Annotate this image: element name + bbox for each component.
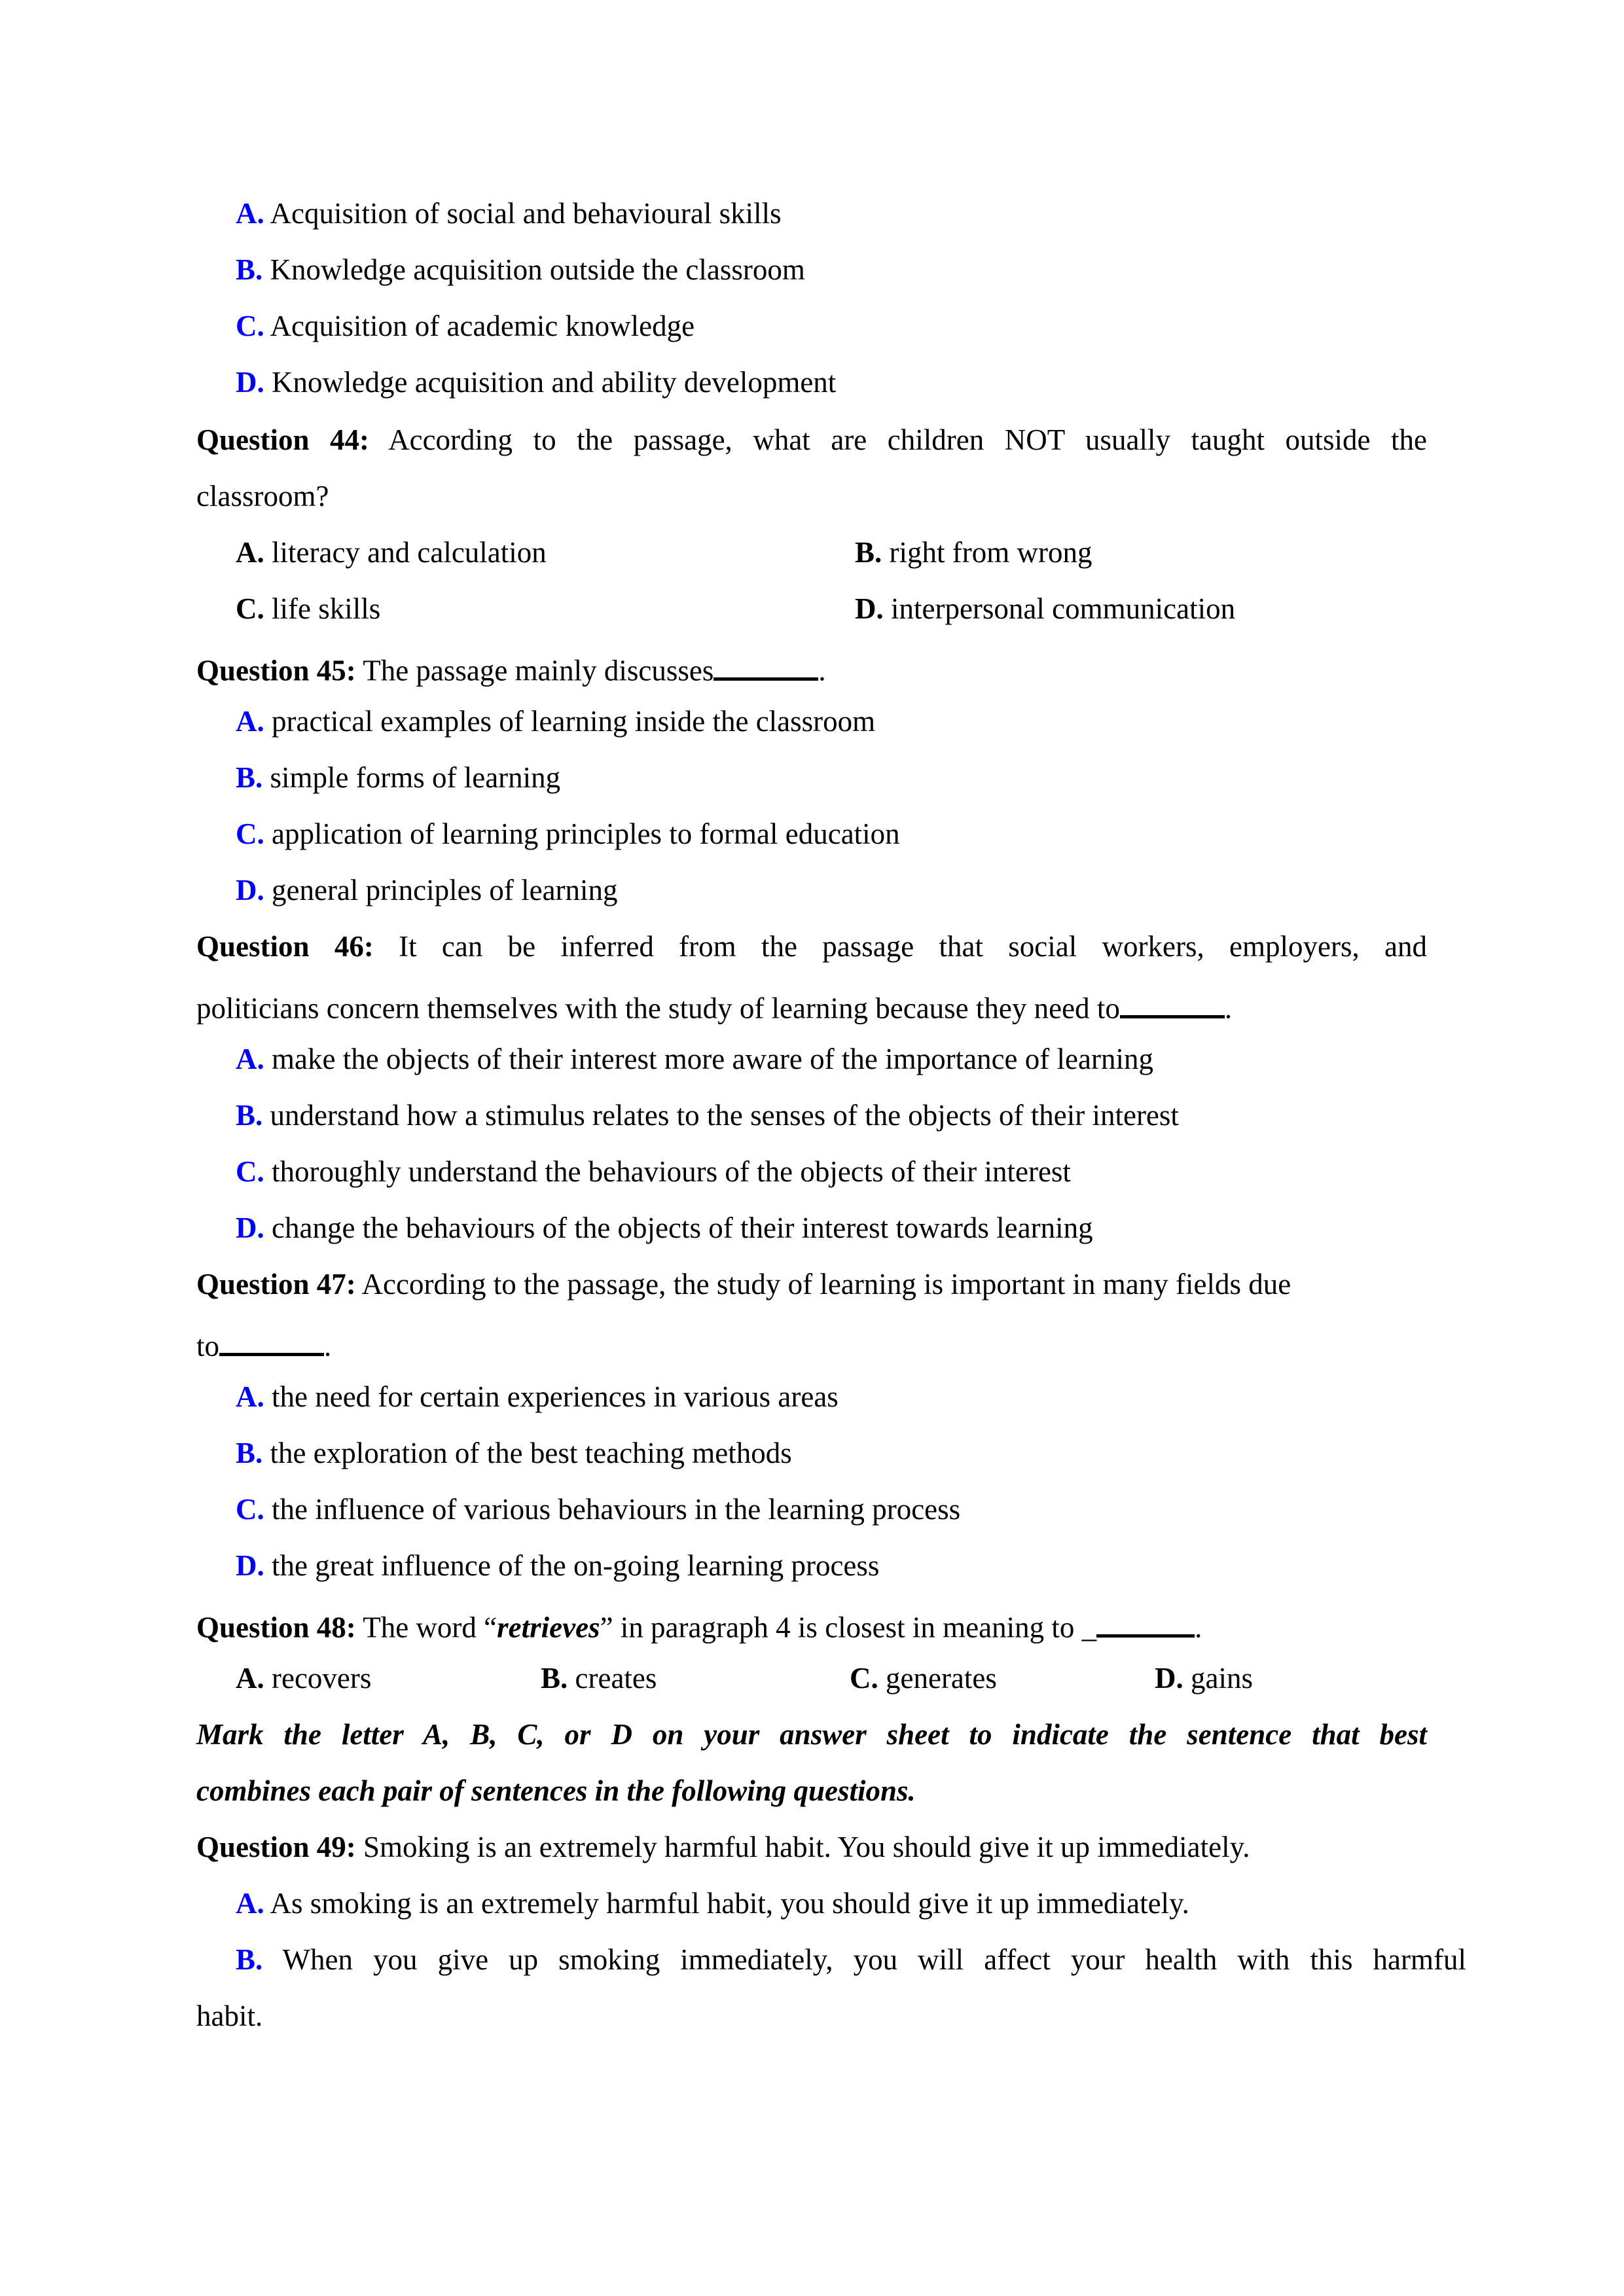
option-letter: A. <box>236 705 264 738</box>
option-text: thoroughly understand the behaviours of the objects of their interest <box>272 1155 1071 1188</box>
question-text: to <box>196 1329 220 1363</box>
question-text: It can be inferred from the passage that social workers, employers, and <box>399 930 1428 963</box>
option-text: interpersonal communication <box>891 592 1236 625</box>
q49-option-b-line1 <box>236 1945 1466 1975</box>
question-text: Smoking is an extremely harmful habit. You should give it up immediately. <box>363 1831 1250 1863</box>
question-text: According to the passage, the study of learning is important in many fields due <box>361 1268 1291 1300</box>
q43-option-a <box>236 199 782 228</box>
q49-option-b-line2: habit. <box>196 2000 263 2032</box>
q43-option-b <box>236 255 805 285</box>
section-instruction-line1: Mark the letter A, B, C, or D on your answer sheet to indicate the sentence that best <box>196 1718 1427 1751</box>
q47-option-b <box>236 1439 792 1468</box>
answer-blank <box>1120 988 1225 1018</box>
option-text: gains <box>1191 1662 1253 1695</box>
option-letter: D. <box>236 366 264 399</box>
option-letter: B. <box>236 1099 263 1132</box>
option-text: understand how a stimulus relates to the senses of the objects of their interest <box>270 1099 1179 1132</box>
answer-blank <box>219 1326 324 1356</box>
option-text: change the behaviours of the objects of their interest towards learning <box>272 1211 1093 1244</box>
question-end: . <box>818 654 826 687</box>
option-text: the great influence of the on-going learning process <box>272 1549 880 1582</box>
option-letter: C. <box>236 1155 264 1188</box>
option-text: the need for certain experiences in various areas <box>272 1380 839 1413</box>
q45-option-d <box>236 876 618 905</box>
option-text: Knowledge acquisition and ability development <box>272 366 837 399</box>
option-letter: A. <box>236 1662 264 1695</box>
option-text: the exploration of the best teaching methods <box>270 1437 792 1469</box>
question-text: According to the passage, what are children NOT usually taught outside the <box>388 423 1427 456</box>
q45-option-a <box>236 707 875 736</box>
question-end: . <box>1195 1611 1202 1644</box>
option-letter: B. <box>541 1662 568 1695</box>
keyword: retrieves <box>497 1611 600 1644</box>
option-letter: A. <box>236 1380 264 1413</box>
q47-option-a <box>236 1382 839 1412</box>
option-letter: A. <box>236 536 264 569</box>
q46-option-a <box>236 1045 1153 1074</box>
question-label: Question 48: <box>196 1611 356 1644</box>
question-label: Question 46: <box>196 930 374 963</box>
option-text: Acquisition of social and behavioural skills <box>270 197 782 230</box>
question-text-before: The word “ <box>363 1611 497 1644</box>
option-letter: B. <box>236 1437 263 1469</box>
option-text: life skills <box>272 592 381 625</box>
option-letter: D. <box>236 874 264 906</box>
q48-option-a <box>236 1664 371 1693</box>
option-text: As smoking is an extremely harmful habit, you should give it up immediately. <box>270 1887 1189 1920</box>
option-text: practical examples of learning inside the classroom <box>272 705 876 738</box>
option-letter: C. <box>236 817 264 850</box>
option-text: creates <box>575 1662 657 1695</box>
q48-option-c <box>850 1664 997 1693</box>
option-text: make the objects of their interest more aware of the importance of learning <box>272 1043 1153 1075</box>
q45-option-c <box>236 819 900 849</box>
question-label: Question 49: <box>196 1831 356 1863</box>
option-text: simple forms of learning <box>270 761 561 794</box>
option-letter: C. <box>236 592 264 625</box>
q46-option-c <box>236 1157 1071 1187</box>
option-text: When you give up smoking immediately, you will affect your health with this harmful <box>282 1943 1466 1976</box>
section-instruction-line2: combines each pair of sentences in the following questions. <box>196 1774 916 1807</box>
q45-stem <box>196 651 826 686</box>
option-text: literacy and calculation <box>272 536 547 569</box>
question-text: The passage mainly discusses <box>363 654 714 687</box>
option-text: Knowledge acquisition outside the classroom <box>270 253 805 286</box>
q46-stem-line2 <box>196 988 1232 1024</box>
option-letter: D. <box>1155 1662 1183 1695</box>
q43-option-c <box>236 312 695 341</box>
q48-option-d <box>1155 1664 1253 1693</box>
question-label: Question 45: <box>196 654 356 687</box>
option-letter: B. <box>855 536 882 569</box>
q47-option-c <box>236 1495 960 1524</box>
option-text: recovers <box>272 1662 372 1695</box>
q48-option-b <box>541 1664 657 1693</box>
q49-stem <box>196 1833 1250 1862</box>
question-label: Question 44: <box>196 423 370 456</box>
option-letter: A. <box>236 1887 264 1920</box>
option-text: general principles of learning <box>272 874 618 906</box>
q48-stem <box>196 1607 1202 1643</box>
q44-option-c <box>236 594 380 624</box>
q44-stem-line1 <box>196 425 1427 455</box>
q46-stem-line1 <box>196 932 1427 961</box>
option-letter: D. <box>855 592 884 625</box>
option-text: generates <box>886 1662 997 1695</box>
option-letter: A. <box>236 197 264 230</box>
q46-option-b <box>236 1101 1179 1130</box>
option-text: application of learning principles to formal education <box>272 817 900 850</box>
question-end: . <box>1224 992 1233 1025</box>
q44-option-b <box>855 538 1092 567</box>
q47-option-d <box>236 1551 879 1581</box>
answer-blank <box>713 651 818 681</box>
option-text: Acquisition of academic knowledge <box>270 310 695 342</box>
q47-stem-line2 <box>196 1326 331 1361</box>
q44-option-a <box>236 538 547 567</box>
option-text: the influence of various behaviours in the learning process <box>272 1493 961 1526</box>
q44-option-d <box>855 594 1235 624</box>
option-letter: D. <box>236 1211 264 1244</box>
option-letter: C. <box>236 310 264 342</box>
option-letter: D. <box>236 1549 264 1582</box>
option-letter: B. <box>236 1943 263 1976</box>
option-letter: B. <box>236 253 263 286</box>
q46-option-d <box>236 1213 1093 1243</box>
question-label: Question 47: <box>196 1268 356 1300</box>
option-text: right from wrong <box>889 536 1092 569</box>
q49-option-a <box>236 1889 1189 1918</box>
q45-option-b <box>236 763 560 793</box>
q43-option-d <box>236 368 836 397</box>
question-text-after: ” in paragraph 4 is closest in meaning to _ <box>600 1611 1097 1644</box>
question-text: politicians concern themselves with the study of learning because they need to <box>196 992 1120 1025</box>
option-letter: C. <box>236 1493 264 1526</box>
q44-stem-line2: classroom? <box>196 480 329 512</box>
option-letter: C. <box>850 1662 878 1695</box>
question-end: . <box>324 1329 332 1363</box>
option-letter: A. <box>236 1043 264 1075</box>
q47-stem-line1 <box>196 1270 1291 1299</box>
option-letter: B. <box>236 761 263 794</box>
answer-blank <box>1096 1607 1195 1638</box>
